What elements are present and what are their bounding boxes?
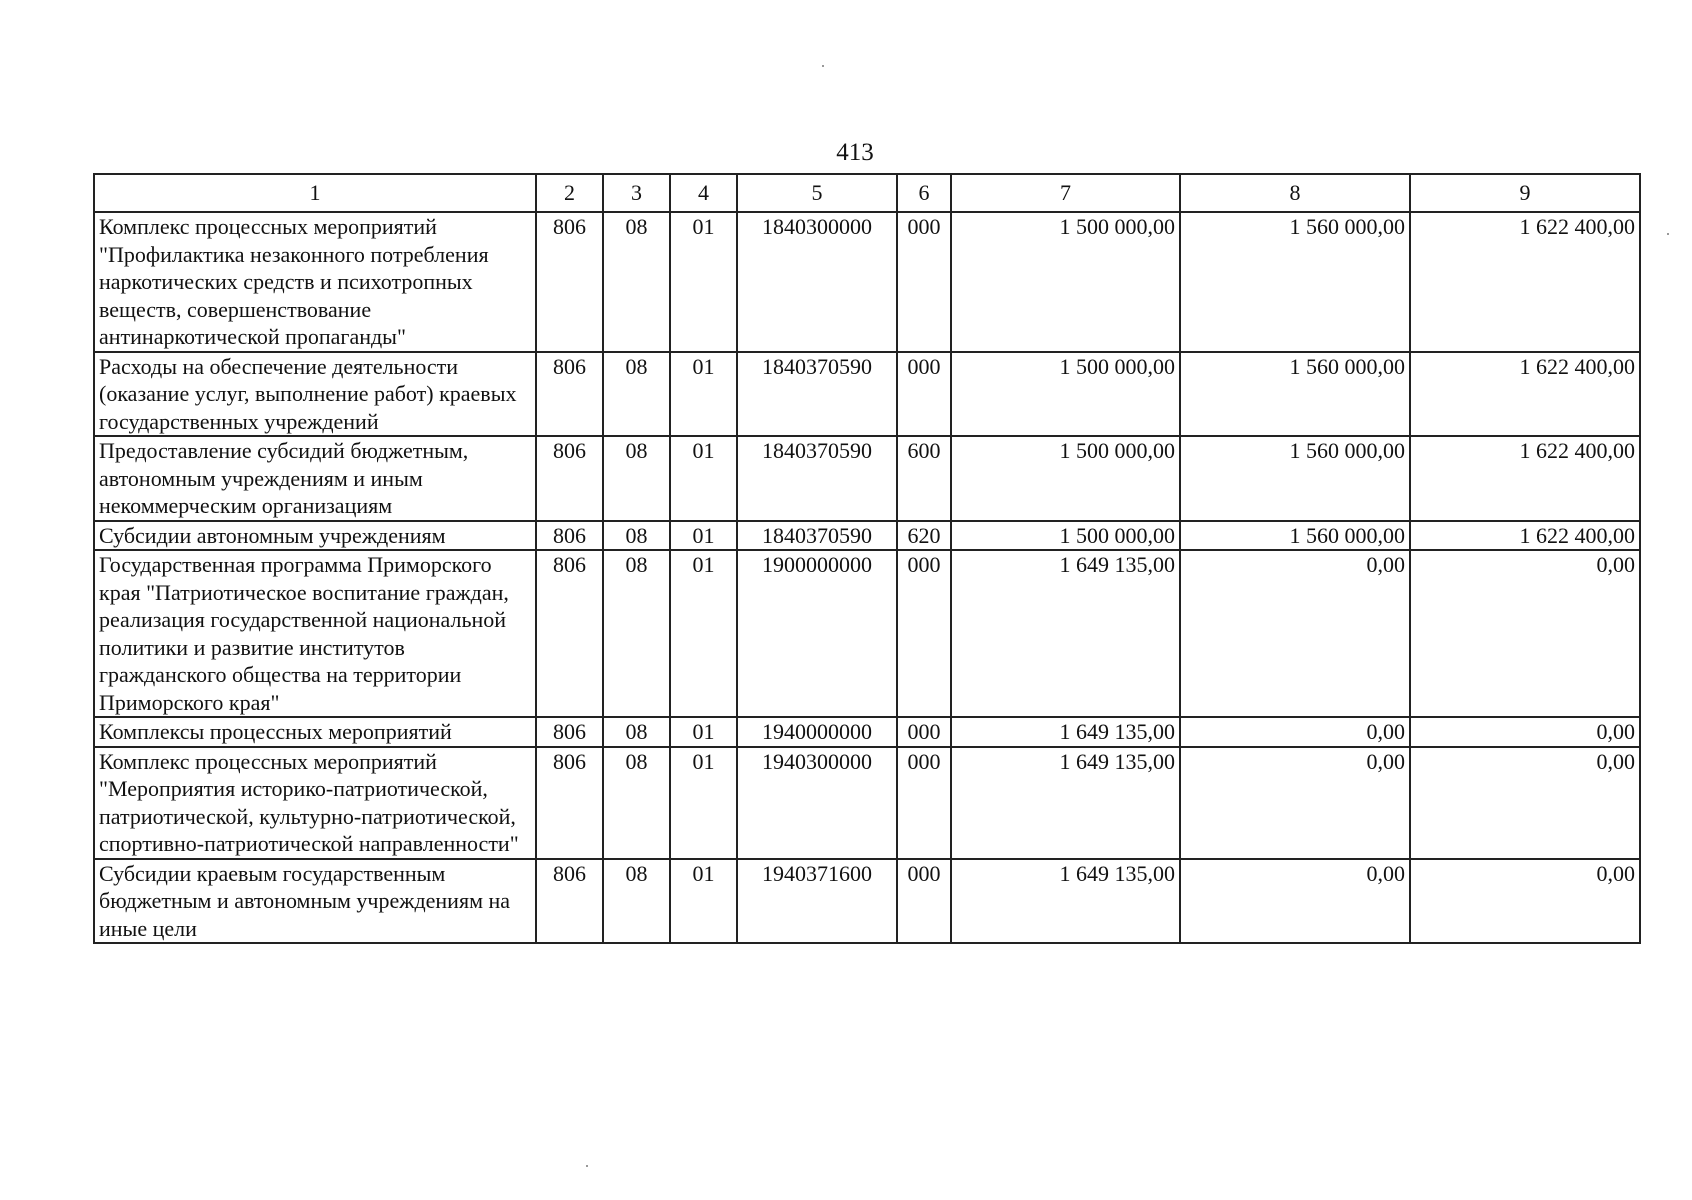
- cell-subsection-code: 01: [670, 747, 737, 859]
- cell-section-code: 08: [603, 521, 670, 551]
- cell-amount-7: 1 500 000,00: [951, 521, 1180, 551]
- column-header: 7: [951, 174, 1180, 212]
- column-header: 2: [536, 174, 603, 212]
- table-row: [94, 521, 1640, 551]
- cell-target-article: 1940000000: [737, 717, 897, 747]
- cell-amount-7: 1 500 000,00: [951, 436, 1180, 521]
- row-name: Субсидии автономным учреждениям: [94, 521, 536, 551]
- cell-section-code: 08: [603, 212, 670, 352]
- cell-subsection-code: 01: [670, 859, 737, 944]
- scan-speck: [1667, 233, 1669, 235]
- table-row: [94, 212, 1640, 352]
- table-row: [94, 550, 1640, 717]
- cell-target-article: 1840370590: [737, 436, 897, 521]
- table-row: [94, 859, 1640, 944]
- table-row: [94, 436, 1640, 521]
- cell-amount-8: 0,00: [1180, 747, 1410, 859]
- cell-amount-8: 1 560 000,00: [1180, 436, 1410, 521]
- column-header: 1: [94, 174, 536, 212]
- cell-amount-9: 1 622 400,00: [1410, 212, 1640, 352]
- cell-amount-8: 0,00: [1180, 550, 1410, 717]
- cell-target-article: 1940300000: [737, 747, 897, 859]
- cell-amount-9: 0,00: [1410, 550, 1640, 717]
- cell-expense-type: 000: [897, 717, 951, 747]
- cell-amount-9: 0,00: [1410, 747, 1640, 859]
- cell-amount-7: 1 649 135,00: [951, 859, 1180, 944]
- cell-expense-type: 000: [897, 352, 951, 437]
- cell-section-code: 08: [603, 717, 670, 747]
- cell-target-article: 1840370590: [737, 521, 897, 551]
- cell-subsection-code: 01: [670, 212, 737, 352]
- cell-target-article: 1840300000: [737, 212, 897, 352]
- row-name: Комплекс процессных мероприятий "Мероприятия историко-патриотической, патриотической, культурно-патриотической, спортивно-патриотической направленности": [94, 747, 536, 859]
- cell-ministry-code: 806: [536, 212, 603, 352]
- cell-amount-9: 1 622 400,00: [1410, 436, 1640, 521]
- cell-section-code: 08: [603, 352, 670, 437]
- cell-amount-8: 1 560 000,00: [1180, 352, 1410, 437]
- cell-ministry-code: 806: [536, 352, 603, 437]
- cell-subsection-code: 01: [670, 436, 737, 521]
- table-row: [94, 352, 1640, 437]
- column-header: 8: [1180, 174, 1410, 212]
- cell-amount-8: 0,00: [1180, 859, 1410, 944]
- row-name: Государственная программа Приморского края "Патриотическое воспитание граждан, реализация государственной национальной политики и развитие институтов гражданского общества на территории Приморского края": [94, 550, 536, 717]
- cell-target-article: 1840370590: [737, 352, 897, 437]
- cell-amount-9: 0,00: [1410, 859, 1640, 944]
- cell-target-article: 1900000000: [737, 550, 897, 717]
- cell-ministry-code: 806: [536, 436, 603, 521]
- cell-amount-9: 1 622 400,00: [1410, 521, 1640, 551]
- column-header: 3: [603, 174, 670, 212]
- cell-expense-type: 600: [897, 436, 951, 521]
- page-number: 413: [836, 139, 874, 166]
- cell-expense-type: 000: [897, 747, 951, 859]
- cell-ministry-code: 806: [536, 717, 603, 747]
- cell-ministry-code: 806: [536, 859, 603, 944]
- column-header: 5: [737, 174, 897, 212]
- cell-section-code: 08: [603, 550, 670, 717]
- cell-subsection-code: 01: [670, 717, 737, 747]
- cell-subsection-code: 01: [670, 521, 737, 551]
- cell-amount-9: 0,00: [1410, 717, 1640, 747]
- cell-amount-8: 0,00: [1180, 717, 1410, 747]
- cell-amount-7: 1 649 135,00: [951, 550, 1180, 717]
- cell-amount-7: 1 649 135,00: [951, 717, 1180, 747]
- scan-speck: [586, 1165, 588, 1167]
- cell-subsection-code: 01: [670, 550, 737, 717]
- row-name: Предоставление субсидий бюджетным, автономным учреждениям и иным некоммерческим организациям: [94, 436, 536, 521]
- cell-amount-8: 1 560 000,00: [1180, 212, 1410, 352]
- table-row: [94, 717, 1640, 747]
- scan-speck: [822, 65, 824, 67]
- cell-ministry-code: 806: [536, 521, 603, 551]
- budget-table: [93, 173, 1641, 944]
- cell-ministry-code: 806: [536, 550, 603, 717]
- cell-section-code: 08: [603, 747, 670, 859]
- cell-section-code: 08: [603, 436, 670, 521]
- header-row: [94, 174, 1640, 212]
- column-header: 9: [1410, 174, 1640, 212]
- column-header: 6: [897, 174, 951, 212]
- cell-section-code: 08: [603, 859, 670, 944]
- row-name: Комплекс процессных мероприятий "Профилактика незаконного потребления наркотических средств и психотропных веществ, совершенствование антинаркотической пропаганды": [94, 212, 536, 352]
- cell-target-article: 1940371600: [737, 859, 897, 944]
- cell-expense-type: 000: [897, 212, 951, 352]
- cell-amount-7: 1 500 000,00: [951, 212, 1180, 352]
- cell-expense-type: 000: [897, 859, 951, 944]
- table-row: [94, 747, 1640, 859]
- row-name: Субсидии краевым государственным бюджетным и автономным учреждениям на иные цели: [94, 859, 536, 944]
- cell-amount-9: 1 622 400,00: [1410, 352, 1640, 437]
- cell-ministry-code: 806: [536, 747, 603, 859]
- cell-expense-type: 620: [897, 521, 951, 551]
- row-name: Расходы на обеспечение деятельности (оказание услуг, выполнение работ) краевых государственных учреждений: [94, 352, 536, 437]
- cell-expense-type: 000: [897, 550, 951, 717]
- cell-subsection-code: 01: [670, 352, 737, 437]
- row-name: Комплексы процессных мероприятий: [94, 717, 536, 747]
- cell-amount-8: 1 560 000,00: [1180, 521, 1410, 551]
- column-header: 4: [670, 174, 737, 212]
- cell-amount-7: 1 649 135,00: [951, 747, 1180, 859]
- cell-amount-7: 1 500 000,00: [951, 352, 1180, 437]
